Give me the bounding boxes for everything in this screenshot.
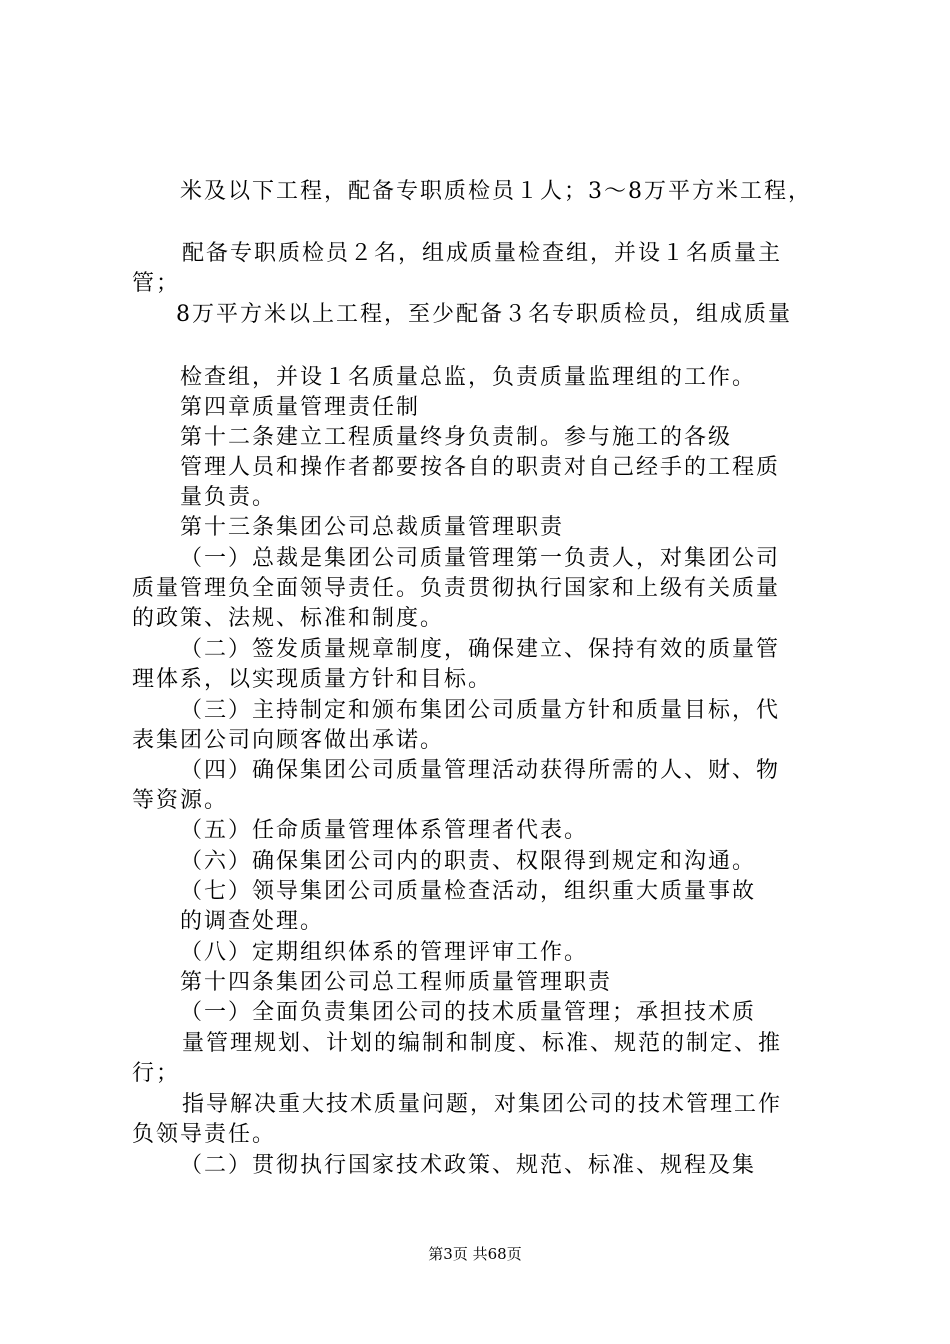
text-line: 负领导责任。: [132, 1122, 277, 1147]
text-line: （四）确保集团公司质量管理活动获得所需的人、财、物: [180, 758, 781, 783]
page-number-footer: 第3页 共68页: [428, 1245, 522, 1263]
text-line: （三）主持制定和颁布集团公司质量方针和质量目标，代: [180, 698, 781, 723]
text-line: （八）定期组织体系的管理评审工作。: [180, 940, 589, 965]
text-line: 指导解决重大技术质量问题，对集团公司的技术管理工作: [182, 1092, 783, 1117]
text-line: （五）任命质量管理体系管理者代表。: [180, 818, 589, 843]
text-line: 的政策、法规、标准和制度。: [132, 606, 445, 631]
text-line: （一）全面负责集团公司的技术质量管理；承担技术质: [180, 1000, 757, 1025]
text-line: 配备专职质检员２名，组成质量检查组，并设１名质量主: [182, 241, 783, 266]
article-heading: 第十三条集团公司总裁质量管理职责: [180, 515, 565, 540]
text-line: （六）确保集团公司内的职责、权限得到规定和沟通。: [180, 849, 757, 874]
text-line: 8万平方米以上工程，至少配备３名专职质检员，组成质量: [176, 302, 792, 327]
chapter-heading: 第四章质量管理责任制: [180, 395, 421, 420]
text-line: 量管理规划、计划的编制和制度、标准、规范的制定、推: [182, 1031, 783, 1056]
text-line: 行；: [132, 1061, 181, 1086]
text-line: 管理人员和操作者都要按各自的职责对自己经手的工程质: [180, 455, 781, 480]
text-line: 量负责。: [180, 485, 277, 510]
text-line: 检查组，并设１名质量总监，负责质量监理组的工作。: [180, 365, 757, 390]
article-heading: 第十二条建立工程质量终身负责制。参与施工的各级: [180, 425, 733, 450]
text-line: 的调查处理。: [180, 909, 325, 934]
article-heading: 第十四条集团公司总工程师质量管理职责: [180, 970, 613, 995]
text-line: （七）领导集团公司质量检查活动，组织重大质量事故: [180, 879, 757, 904]
text-line: 等资源。: [132, 788, 229, 813]
text-line: 表集团公司向顾客做出承诺。: [132, 728, 445, 753]
text-line: 质量管理负全面领导责任。负责贯彻执行国家和上级有关质量: [132, 576, 781, 601]
text-line: （二）签发质量规章制度，确保建立、保持有效的质量管: [180, 637, 781, 662]
text-line: 米及以下工程，配备专职质检员１人；3～8万平方米工程，: [180, 179, 812, 204]
text-line: （二）贯彻执行国家技术政策、规范、标准、规程及集: [180, 1153, 757, 1178]
text-line: 理体系，以实现质量方针和目标。: [132, 667, 493, 692]
text-line: 管；: [132, 271, 181, 296]
text-line: （一）总裁是集团公司质量管理第一负责人，对集团公司: [180, 546, 781, 571]
